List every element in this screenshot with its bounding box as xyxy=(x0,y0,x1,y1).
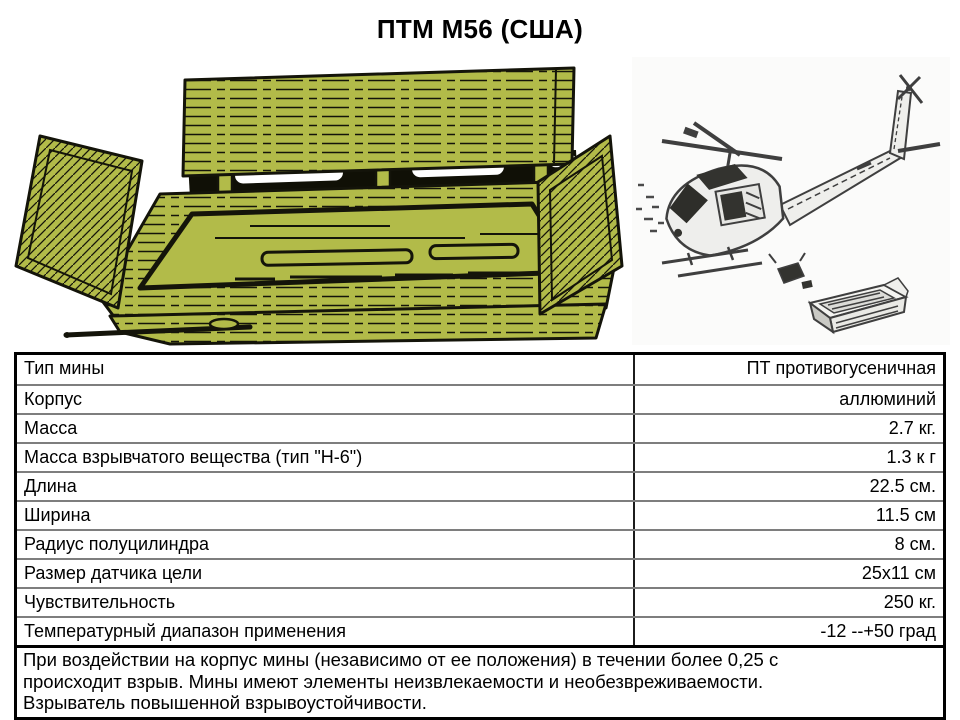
table-row xyxy=(17,384,943,413)
table-row xyxy=(17,529,943,558)
note-line: Взрыватель повышенной взрывоустойчивости. xyxy=(23,692,427,713)
table-row xyxy=(17,442,943,471)
spec-value: 11.5 см xyxy=(875,505,936,525)
note-line: происходит взрыв. Мины имеют элементы неизвлекаемости и необезвреживаемости. xyxy=(23,670,764,692)
spec-label: Длина xyxy=(17,473,635,500)
mine-drawing-svg xyxy=(10,58,630,348)
spec-value: ПТ противогусеничная xyxy=(746,358,936,378)
spec-value: 8 см. xyxy=(894,534,936,554)
table-row xyxy=(17,355,943,384)
table-row xyxy=(17,413,943,442)
spec-label: Ширина xyxy=(17,502,635,529)
table-row xyxy=(17,558,943,587)
helicopter-drawing-svg xyxy=(632,57,950,345)
table-row xyxy=(17,587,943,616)
spec-label: Радиус полуцилиндра xyxy=(17,531,635,558)
spec-value: -12 --+50 град xyxy=(820,621,936,641)
spec-value: аллюминий xyxy=(839,389,936,409)
spec-label: Масса xyxy=(17,415,635,442)
spec-value: 250 кг. xyxy=(883,592,936,612)
page-title: ПТМ М56 (США) xyxy=(376,14,584,44)
spec-label: Масса взрывчатого вещества (тип "Н-6") xyxy=(17,444,635,471)
table-row xyxy=(17,616,943,645)
spec-label: Температурный диапазон применения xyxy=(17,618,635,645)
spec-label: Корпус xyxy=(17,386,635,413)
spec-table xyxy=(14,352,946,720)
spec-value: 2.7 кг. xyxy=(888,418,936,438)
table-note xyxy=(17,645,943,717)
spec-value: 22.5 см. xyxy=(869,476,936,496)
spec-value: 25х11 см xyxy=(861,563,936,583)
table-row xyxy=(17,471,943,500)
note-line: При воздействии на корпус мины (независимо от ее положения) в течении более 0,25 с xyxy=(23,649,779,670)
table-row xyxy=(17,500,943,529)
spec-label: Чувствительность xyxy=(17,589,635,616)
spec-label: Тип мины xyxy=(17,355,635,384)
helicopter-illustration xyxy=(632,57,950,345)
spec-value: 1.3 к г xyxy=(886,447,936,467)
mine-illustration xyxy=(10,58,630,348)
spec-label: Размер датчика цели xyxy=(17,560,635,587)
